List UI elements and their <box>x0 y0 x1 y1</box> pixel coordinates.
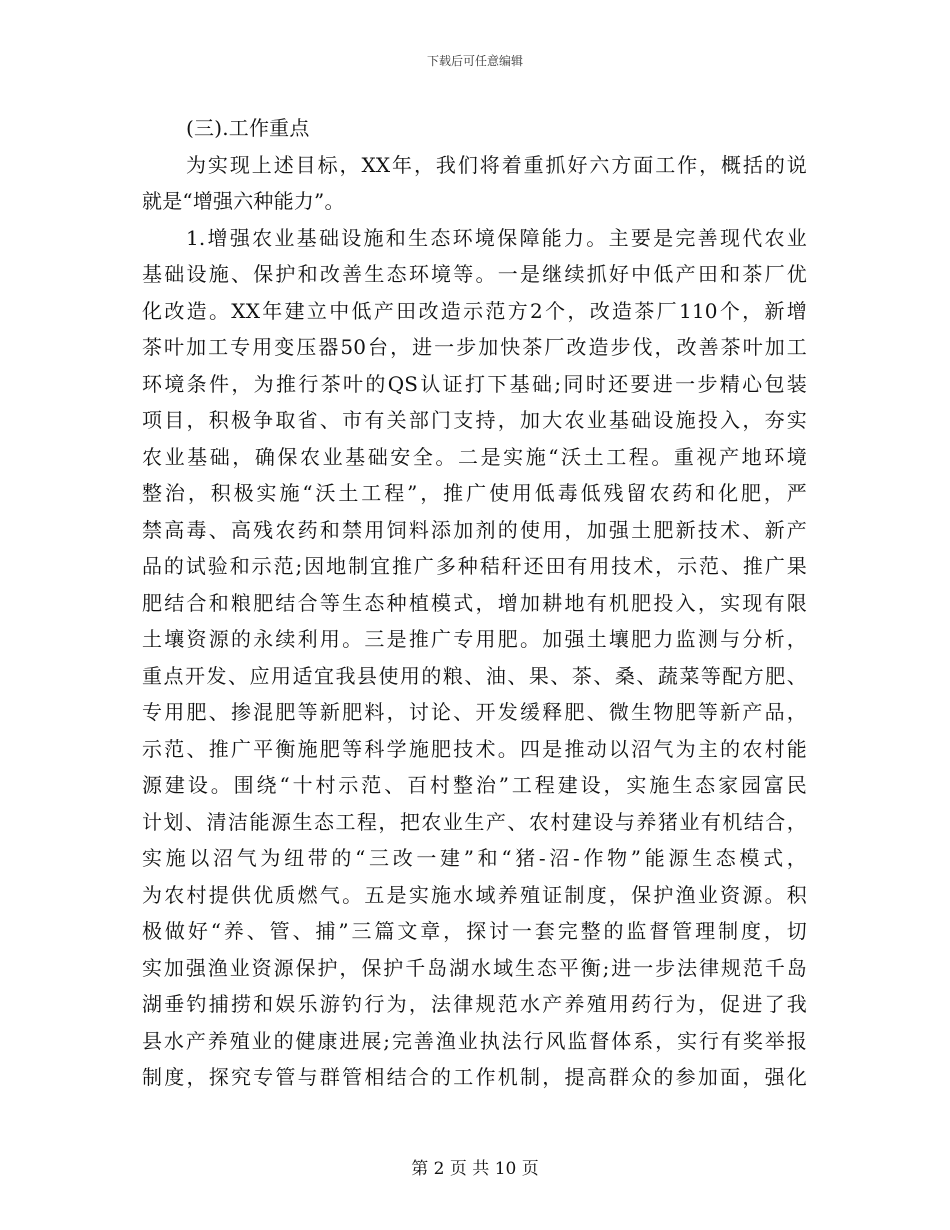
paragraph-line: 品的试验和示范;因地制宜推广多种秸秆还田有用技术，示范、推广果 <box>142 554 807 578</box>
paragraph-line: 极做好“养、管、捕”三篇文章，探讨一套完整的监督管理制度，切 <box>142 919 807 943</box>
section-heading: (三).工作重点 <box>186 116 310 140</box>
paragraph-line: 实施以沼气为纽带的“三改一建”和“猪-沼-作物”能源生态模式， <box>142 846 807 870</box>
paragraph-line: 就是“增强六种能力”。 <box>142 189 345 213</box>
page-header-note: 下载后可任意编辑 <box>426 54 523 68</box>
paragraph-line: 实加强渔业资源保护，保护千岛湖水域生态平衡;进一步法律规范千岛 <box>142 955 807 980</box>
paragraph-line: 项目，积极争取省、市有关部门支持，加大农业基础设施投入，夯实 <box>142 408 807 432</box>
paragraph-line: 土壤资源的永续利用。三是推广专用肥。加强土壤肥力监测与分析， <box>142 627 807 651</box>
paragraph-line: 化改造。XX年建立中低产田改造示范方2个，改造茶厂110个，新增 <box>142 298 807 323</box>
paragraph-line: 重点开发、应用适宜我县使用的粮、油、果、茶、桑、蔬菜等配方肥、 <box>142 663 807 688</box>
paragraph-line: 县水产养殖业的健康进展;完善渔业执法行风监督体系，实行有奖举报 <box>142 1028 807 1053</box>
document-body <box>142 110 807 1096</box>
paragraph-line: 基础设施、保护和改善生态环境等。一是继续抓好中低产田和茶厂优 <box>142 262 807 286</box>
paragraph-line: 湖垂钓捕捞和娱乐游钓行为，法律规范水产养殖用药行为，促进了我 <box>142 992 807 1016</box>
paragraph-line: 制度，探究专管与群管相结合的工作机制，提高群众的参加面，强化 <box>142 1065 807 1089</box>
paragraph-line: 源建设。围绕“十村示范、百村整治”工程建设，实施生态家园富民 <box>142 773 807 797</box>
page-number: 第 2 页 共 10 页 <box>411 1159 539 1179</box>
paragraph-line: 专用肥、掺混肥等新肥料，讨论、开发缓释肥、微生物肥等新产品， <box>142 700 807 724</box>
paragraph-line: 茶叶加工专用变压器50台，进一步加快茶厂改造步伐，改善茶叶加工 <box>142 335 807 359</box>
paragraph-line: 环境条件，为推行茶叶的QS认证打下基础;同时还要进一步精心包装 <box>142 371 807 396</box>
paragraph-line: 示范、推广平衡施肥等科学施肥技术。四是推动以沼气为主的农村能 <box>142 736 807 761</box>
paragraph-line: 整治，积极实施“沃土工程”，推广使用低毒低残留农药和化肥，严 <box>142 481 807 505</box>
paragraph-line: 禁高毒、高残农药和禁用饲料添加剂的使用，加强土肥新技术、新产 <box>142 517 807 542</box>
paragraph-line: 1.增强农业基础设施和生态环境保障能力。主要是完善现代农业 <box>186 225 807 250</box>
paragraph-line: 为农村提供优质燃气。五是实施水域养殖证制度，保护渔业资源。积 <box>142 882 807 907</box>
paragraph-line: 肥结合和粮肥结合等生态种植模式，增加耕地有机肥投入，实现有限 <box>142 590 807 615</box>
paragraph-line: 计划、清洁能源生态工程，把农业生产、农村建设与养猪业有机结合， <box>142 809 807 834</box>
paragraph-line: 为实现上述目标，XX年，我们将着重抓好六方面工作，概括的说 <box>186 152 807 177</box>
paragraph-line: 农业基础，确保农业基础安全。二是实施“沃土工程。重视产地环境 <box>142 444 807 469</box>
